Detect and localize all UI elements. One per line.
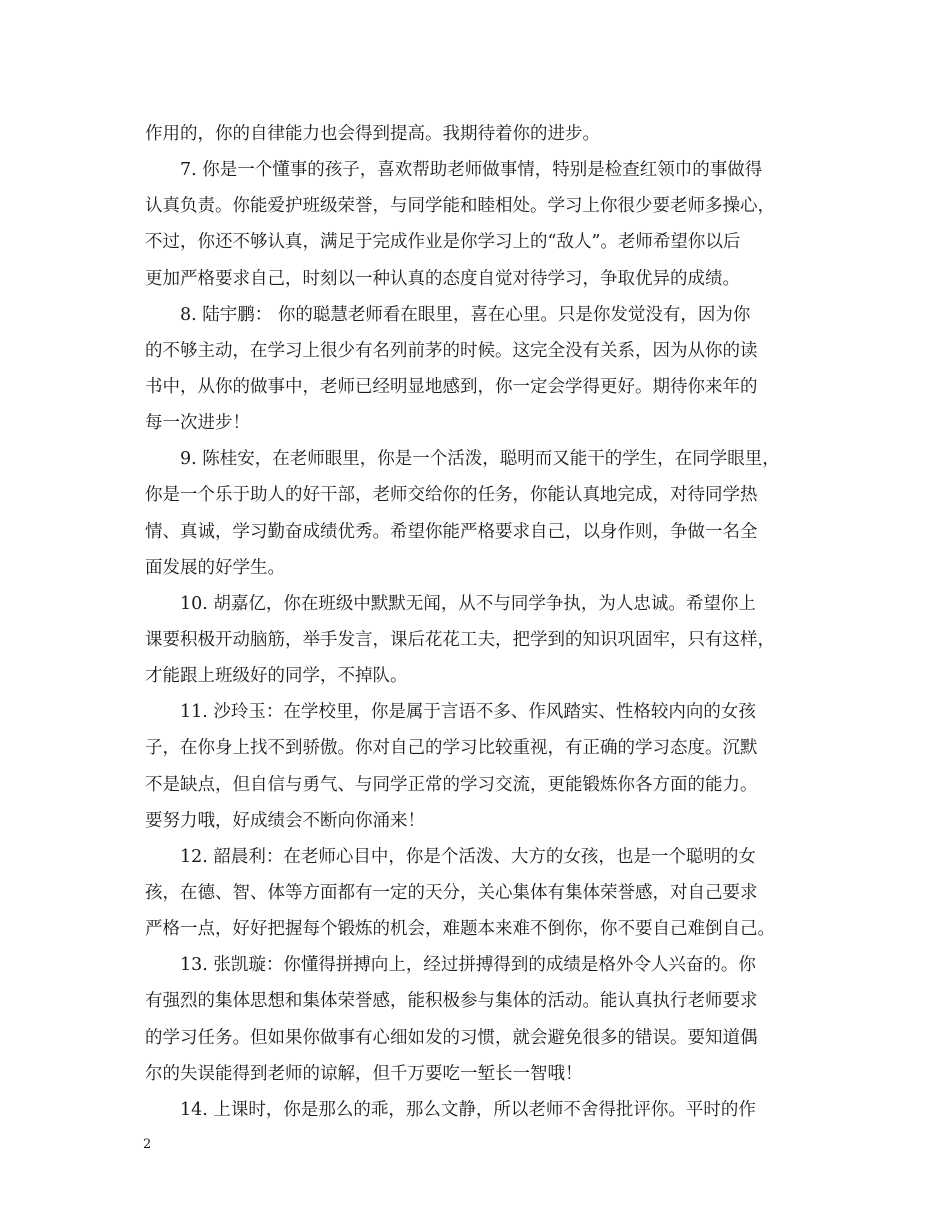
text-line: 子，在你身上找不到骄傲。你对自己的学习比较重视，有正确的学习态度。沉默 bbox=[145, 738, 758, 759]
paragraph-first-line: 7. 你是一个懂事的孩子，喜欢帮助老师做事情，特别是检查红领巾的事做得 bbox=[180, 160, 763, 181]
text-line: 面发展的好学生。 bbox=[145, 557, 285, 578]
text-line: 的不够主动，在学习上很少有名列前茅的时候。这完全没有关系，因为从你的读 bbox=[145, 340, 758, 361]
paragraph-first-line: 13. 张凯璇：你懂得拼搏向上，经过拼搏得到的成绩是格外令人兴奋的。你 bbox=[180, 955, 756, 976]
text-line: 你是一个乐于助人的好干部，老师交给你的任务，你能认真地完成，对待同学热 bbox=[145, 485, 758, 506]
text-line: 不过，你还不够认真，满足于完成作业是你学习上的“敌人”。老师希望你以后 bbox=[145, 232, 741, 253]
text-line: 才能跟上班级好的同学，不掉队。 bbox=[145, 666, 408, 687]
text-line: 书中，从你的做事中，老师已经明显地感到，你一定会学得更好。期待你来年的 bbox=[145, 376, 758, 397]
text-line: 认真负责。你能爱护班级荣誉，与同学能和睦相处。学习上你很少要老师多操心， bbox=[145, 196, 775, 217]
page-number: 2 bbox=[143, 1137, 152, 1152]
text-line: 不是缺点，但自信与勇气、与同学正常的学习交流，更能锻炼你各方面的能力。 bbox=[145, 774, 758, 795]
text-line: 有强烈的集体思想和集体荣誉感，能积极参与集体的活动。能认真执行老师要求 bbox=[145, 991, 758, 1012]
text-line: 作用的，你的自律能力也会得到提高。我期待着你的进步。 bbox=[145, 124, 600, 144]
text-line: 要努力哦，好成绩会不断向你涌来！ bbox=[145, 810, 425, 831]
paragraph-first-line: 12. 韶晨利：在老师心目中，你是个活泼、大方的女孩，也是一个聪明的女 bbox=[180, 846, 756, 867]
text-line: 孩，在德、智、体等方面都有一定的天分，关心集体有集体荣誉感，对自己要求 bbox=[145, 882, 758, 903]
text-line: 的学习任务。但如果你做事有心细如发的习惯，就会避免很多的错误。要知道偶 bbox=[145, 1027, 758, 1048]
paragraph-first-line: 14. 上课时，你是那么的乖，那么文静，所以老师不舍得批评你。平时的作 bbox=[180, 1099, 756, 1120]
paragraph-first-line: 10. 胡嘉亿，你在班级中默默无闻，从不与同学争执，为人忠诚。希望你上 bbox=[180, 593, 756, 614]
text-line: 每一次进步！ bbox=[145, 413, 250, 434]
paragraph-first-line: 11. 沙玲玉：在学校里，你是属于言语不多、作风踏实、性格较内向的女孩 bbox=[180, 702, 756, 723]
text-line: 课要积极开动脑筋，举手发言，课后花花工夫，把学到的知识巩固牢，只有这样， bbox=[145, 629, 775, 650]
paragraph-first-line: 8. 陆宇鹏： 你的聪慧老师看在眼里，喜在心里。只是你发觉没有，因为你 bbox=[180, 304, 751, 325]
text-line: 更加严格要求自己，时刻以一种认真的态度自觉对待学习，争取优异的成绩。 bbox=[145, 268, 740, 289]
paragraph-first-line: 9. 陈桂安，在老师眼里，你是一个活泼，聪明而又能干的学生，在同学眼里， bbox=[180, 449, 780, 470]
document-body bbox=[145, 116, 815, 1128]
text-line: 情、真诚，学习勤奋成绩优秀。希望你能严格要求自己，以身作则，争做一名全 bbox=[145, 521, 758, 542]
text-line: 严格一点，好好把握每个锻炼的机会，难题本来难不倒你，你不要自己难倒自己。 bbox=[145, 919, 775, 940]
text-line: 尔的失误能得到老师的谅解，但千万要吃一堑长一智哦！ bbox=[145, 1063, 583, 1084]
